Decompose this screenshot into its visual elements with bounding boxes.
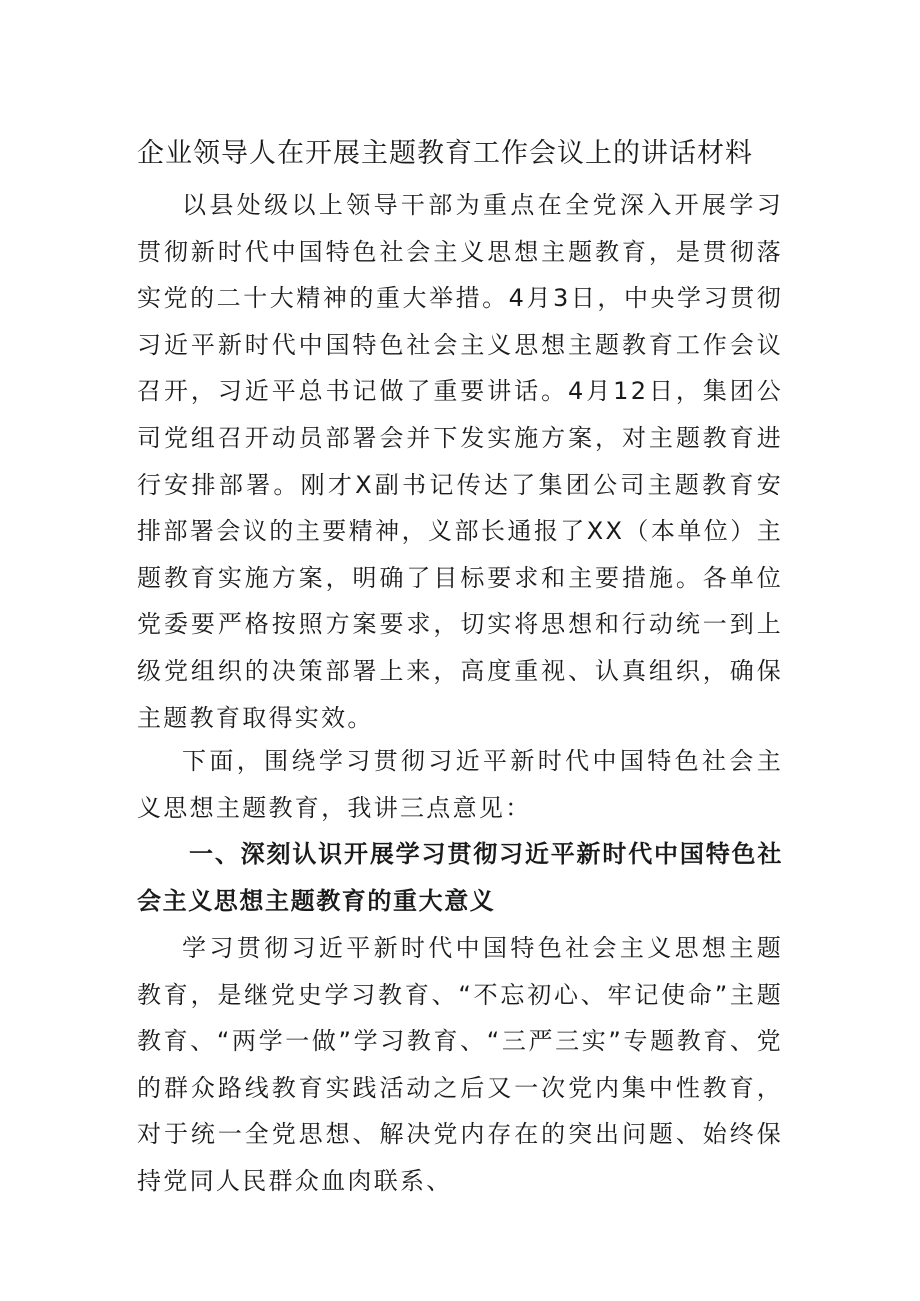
paragraph-intro: 以县处级以上领导干部为重点在全党深入开展学习贯彻新时代中国特色社会主义思想主题教育，是贯彻落实党的二十大精神的重大举措。4月3日，中央学习贯彻习近平新时代中国特色社会主义思想主题教育工作会议召开，习近平总书记做了重要讲话。4月12日，集团公司党组召开动员部署会并下发实施方案，对主题教育进行安排部署。刚才X副书记传达了集团公司主题教育安排部署会议的主要精神，义部长通报了XX（本单位）主题教育实施方案，明确了目标要求和主要措施。各单位党委要严格按照方案要求，切实将思想和行动统一到上级党组织的决策部署上来，高度重视、认真组织，确保主题教育取得实效。 [137,191,783,732]
paragraph-outline: 下面，围绕学习贯彻习近平新时代中国特色社会主义思想主题教育，我讲三点意见： [137,747,783,822]
document-title: 企业领导人在开展主题教育工作会议上的讲话材料 [137,138,753,169]
section-heading-1: 一、深刻认识开展学习贯彻习近平新时代中国特色社会主义思想主题教育的重大意义 [137,840,783,915]
paragraph-section-1: 学习贯彻习近平新时代中国特色社会主义思想主题教育，是继党史学习教育、“不忘初心、牢记使命”主题教育、“两学一做”学习教育、“三严三实”专题教育、党的群众路线教育实践活动之后又一次党内集中性教育，对于统一全党思想、解决党内存在的突出问题、始终保持党同人民群众血肉联系、 [137,934,783,1195]
